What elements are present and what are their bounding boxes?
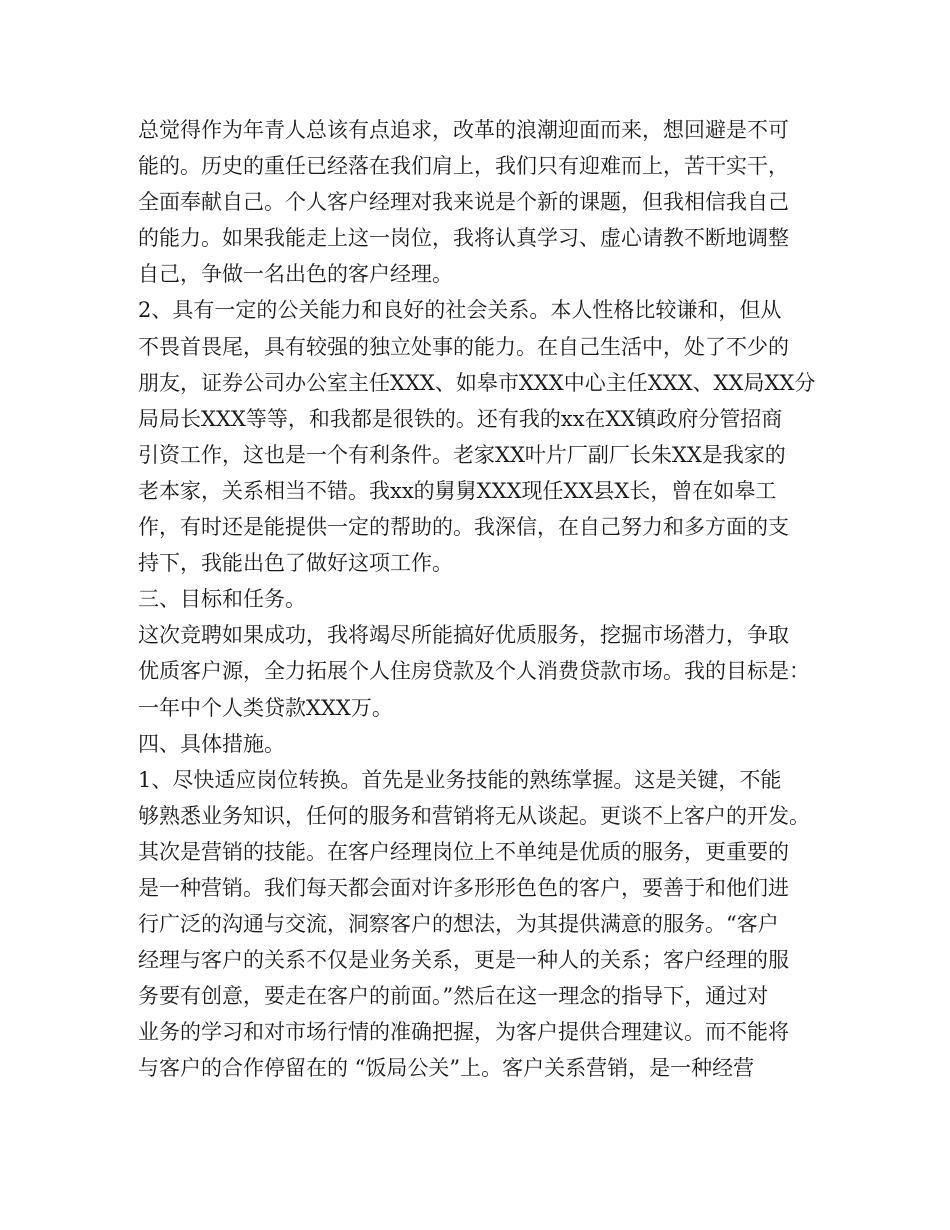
text-line: 自己，争做一名出色的客户经理。 (138, 262, 453, 287)
text-line: 总觉得作为年青人总该有点追求，改革的浪潮迎面而来，想回避是不可 (138, 118, 789, 142)
text-line: 是一种营销。我们每天都会面对许多形形色色的客户，要善于和他们进 (138, 875, 789, 900)
text-line: 朋友，证券公司办公室主任XXX、如皋市XXX中心主任XXX、XX局XX分 (138, 370, 816, 395)
text-line: 三、目标和任务。 (138, 587, 306, 612)
text-line: 全面奉献自己。个人客户经理对我来说是个新的课题，但我相信我自己 (138, 190, 789, 215)
text-line: 作，有时还是能提供一定的帮助的。我深信，在自己努力和多方面的支 (138, 515, 789, 540)
text-line: 能的。历史的重任已经落在我们肩上，我们只有迎难而上，苦干实干， (138, 154, 789, 179)
text-line: 的能力。如果我能走上这一岗位，我将认真学习、虚心请教不断地调整 (138, 226, 789, 251)
text-line: 优质客户源，全力拓展个人住房贷款及个人消费贷款市场。我的目标是： (138, 659, 810, 684)
text-line: 2、具有一定的公关能力和良好的社会关系。本人性格比较谦和，但从 (138, 298, 782, 323)
text-line: 持下，我能出色了做好这项工作。 (138, 551, 453, 576)
text-line: 够熟悉业务知识，任何的服务和营销将无从谈起。更谈不上客户的开发。 (138, 803, 810, 828)
text-line: 经理与客户的关系不仅是业务关系，更是一种人的关系；客户经理的服 (138, 948, 789, 973)
text-line: 行广泛的沟通与交流，洞察客户的想法，为其提供满意的服务。“客户 (138, 912, 779, 937)
text-line: 1、尽快适应岗位转换。首先是业务技能的熟练掌握。这是关键，不能 (138, 767, 782, 792)
text-line: 一年中个人类贷款XXX万。 (138, 695, 393, 720)
text-line: 其次是营销的技能。在客户经理岗位上不单纯是优质的服务，更重要的 (138, 839, 789, 864)
document-body (138, 112, 828, 1087)
text-line: 这次竞聘如果成功，我将竭尽所能搞好优质服务，挖掘市场潜力，争取 (138, 623, 789, 648)
text-line: 老本家，关系相当不错。我xx的舅舅XXX现任XX县X长，曾在如皋工 (138, 478, 777, 503)
text-line: 务要有创意，要走在客户的前面。”然后在这一理念的指导下，通过对 (138, 984, 769, 1009)
text-line: 四、具体措施。 (138, 731, 285, 756)
text-line: 不畏首畏尾，具有较强的独立处事的能力。在自己生活中，处了不少的 (138, 334, 789, 359)
text-line: 局局长XXX等等，和我都是很铁的。还有我的xx在XX镇政府分管招商 (138, 406, 783, 431)
text-line: 引资工作，这也是一个有利条件。老家XX叶片厂副厂长朱XX是我家的 (138, 442, 786, 467)
text-line: 与客户的合作停留在的 “饭局公关”上。客户关系营销，是一种经营 (138, 1056, 755, 1081)
text-line: 业务的学习和对市场行情的准确把握，为客户提供合理建议。而不能将 (138, 1020, 789, 1045)
